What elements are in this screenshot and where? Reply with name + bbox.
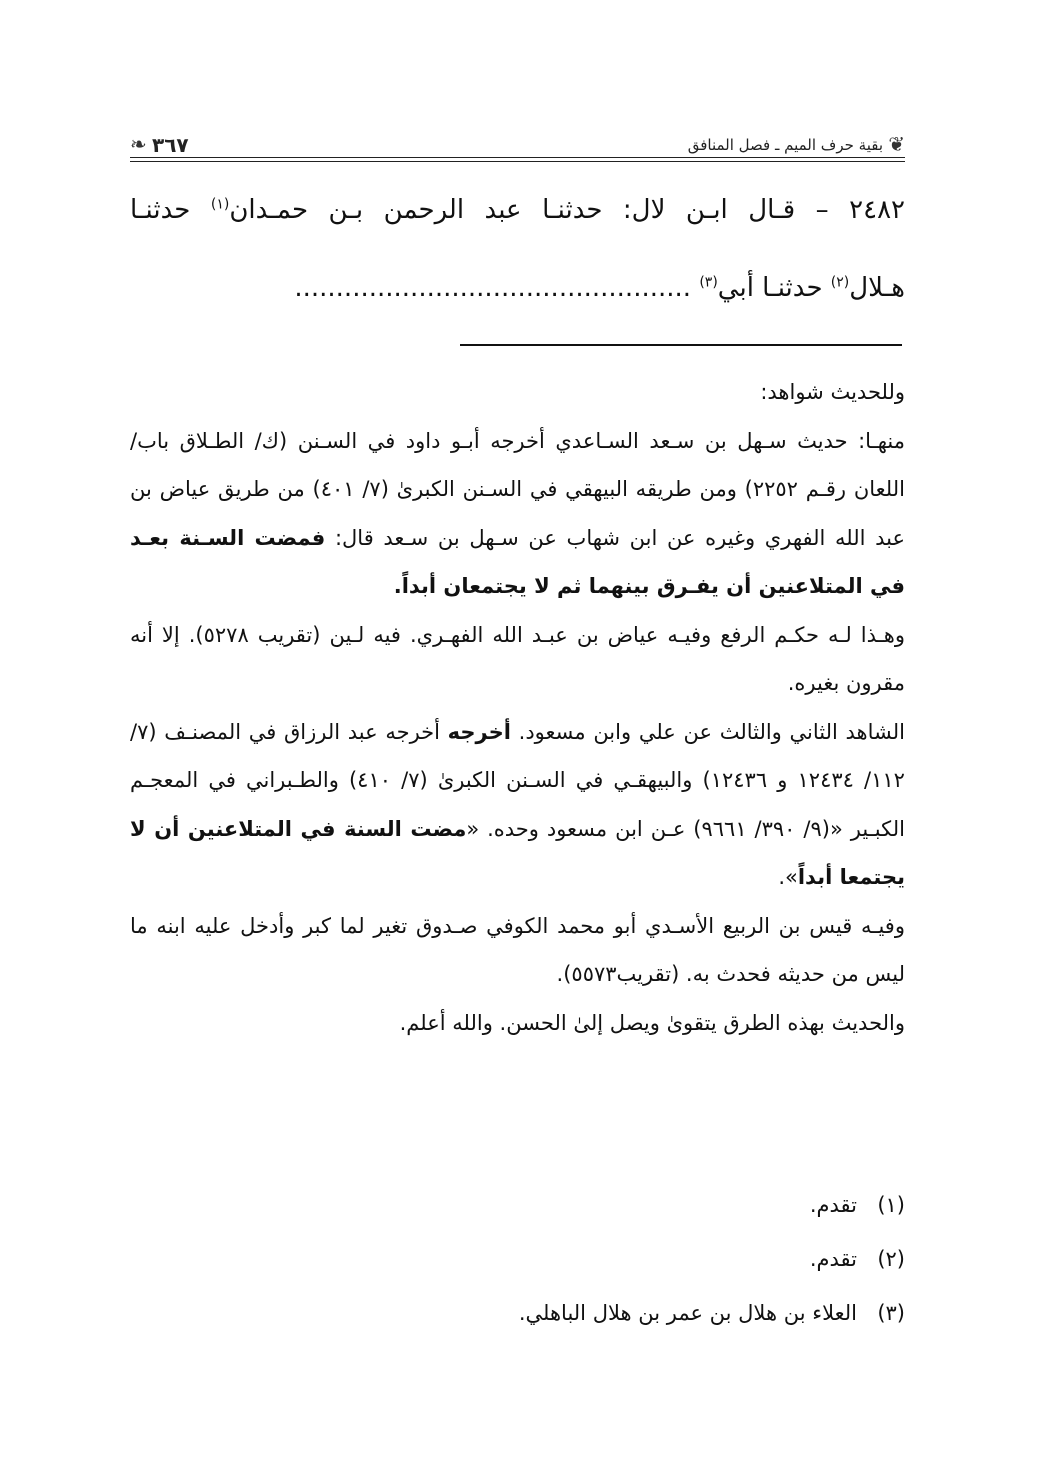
paragraph [130, 417, 905, 611]
quoted-text: فمضت السـنة بعـد في المتلاعنين أن يفـرق بينهما ثم لا يجتمعان أبداً. [130, 525, 905, 598]
hadith-line-1 [130, 190, 905, 230]
header-rule [130, 157, 905, 162]
ellipsis-dots: ................................................ [294, 273, 700, 303]
hadith-text: هـلال [849, 273, 905, 303]
footnote-ref: (١) [210, 196, 230, 213]
ornament-right-icon: ❦ [888, 132, 905, 156]
footnote-number: (١) [877, 1193, 905, 1217]
paragraph-text: منهـا: حديث سـهل بن سـعد السـاعدي أخرجه أبـو داود في السـنن (ك/ الطـلاق باب/ اللعان رقـم ٢٢٥٢) ومن طريقه البيهقي في السـنن الكبرىٰ (٧/ ٤٠١) من طريق عياض بن عبد الله الفهري وغيره عن ابن شهاب عن سـهل بن سـعد قال: [130, 428, 905, 550]
paragraph: والحديث بهذه الطرق يتقوىٰ ويصل إلىٰ الحسن. والله أعلم. [399, 1010, 905, 1035]
separator-rule [460, 344, 902, 346]
paragraph: وفيـه قيس بن الربيع الأسـدي أبو محمد الكوفي صـدوق تغير لما كبر وأدخل عليه ابنه ما ليس من حديثه فحدث به. (تقريب٥٥٧٣). [130, 913, 905, 986]
running-title: بقية حرف الميم ـ فصل المنافق [687, 136, 883, 154]
footnote-number: (٣) [877, 1301, 905, 1325]
footnote [130, 1178, 905, 1232]
footnote-number: (٢) [877, 1247, 905, 1271]
footnote-text: تقدم. [809, 1193, 857, 1217]
footnote-ref: (٢) [830, 274, 850, 291]
paragraph: وهـذا لـه حكـم الرفع وفيـه عياض بن عبـد الله الفهـري. فيه لـين (تقريب ٥٢٧٨). إلا أنه مقرون بغيره. [130, 622, 906, 695]
hadith-text: حدثنـا أبي [717, 273, 831, 303]
quoted-text: مضت السنة في المتلاعنين أن لا يجتمعا أبداً [130, 816, 905, 889]
paragraph [130, 708, 905, 902]
footnote-text: تقدم. [809, 1247, 857, 1271]
page-number: ٣٦٧ [152, 133, 189, 157]
hadith-line-2 [130, 268, 905, 308]
hadith-text: حدثنـا [130, 195, 211, 225]
footnote [130, 1232, 905, 1286]
footnote [130, 1286, 905, 1340]
hadith-text: ٢٤٨٢ – قـال ابـن لال: حدثنـا عبد الرحمن بـن حمـدان [229, 195, 906, 225]
paragraph-text: الشاهد الثاني والثالث عن علي وابن مسعود. [510, 719, 905, 744]
footnote-ref: (٣) [699, 274, 718, 291]
paragraph-text: ». [778, 865, 798, 889]
footnotes [130, 1178, 905, 1340]
footnote-text: العلاء بن هلال بن عمر بن هلال الباهلي. [518, 1301, 857, 1325]
paragraph: وللحديث شواهد: [760, 380, 905, 404]
bold-text: أخرجه [447, 719, 511, 744]
commentary [130, 368, 905, 1047]
page-header [130, 132, 905, 162]
ornament-left-icon: ❧ [130, 132, 147, 156]
paragraph-text: أخرجه عبد الرزاق في المصنـف (٧/ ١١٢/ ١٢٤٣٤ و ١٢٤٣٦) والبيهقـي في السـنن الكبرىٰ (٧/ ٤١٠) والطـبراني في المعجـم الكبـير «(٩/ ٣٩٠/ ٩٦٦١) عـن ابن مسعود وحده. « [130, 719, 905, 841]
